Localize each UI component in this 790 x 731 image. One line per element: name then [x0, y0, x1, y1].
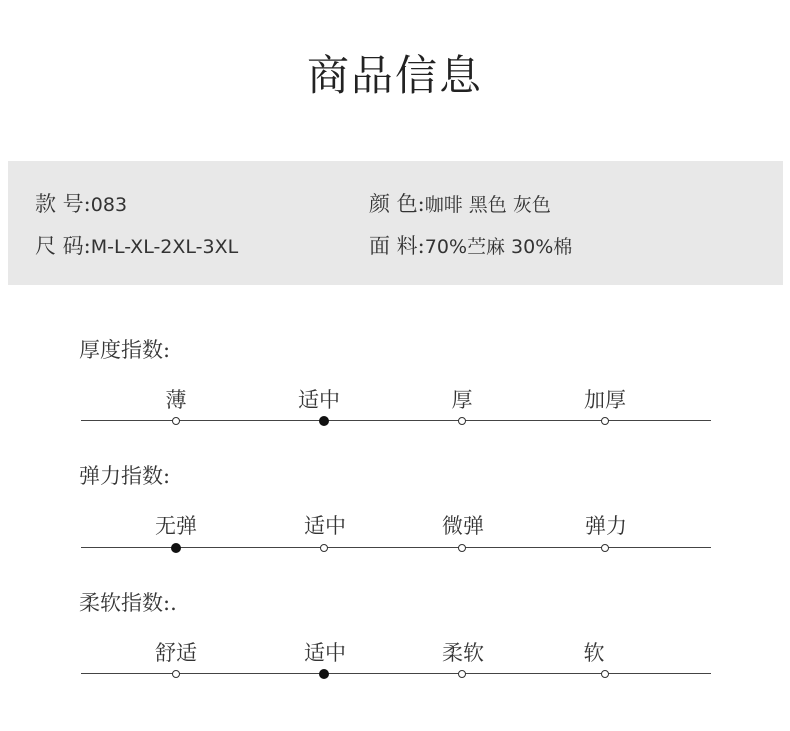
page-title: 商品信息 [306, 51, 483, 100]
elasticity-option-marker [320, 544, 328, 552]
thickness-option-marker [458, 417, 466, 425]
elasticity-option-marker [171, 543, 181, 553]
softness-option-label: 软 [583, 641, 605, 665]
softness-scale-title: 柔软指数:. [79, 591, 177, 615]
elasticity-scale-title: 弹力指数: [79, 464, 171, 488]
softness-option-marker [458, 670, 466, 678]
elasticity-option-label: 无弹 [155, 514, 197, 538]
color-label: 颜 色: [369, 192, 425, 216]
fabric-value: 70%苎麻 30%棉 [424, 236, 573, 258]
softness-option-marker [172, 670, 180, 678]
thickness-option-label: 适中 [298, 388, 340, 412]
thickness-option-marker [319, 416, 329, 426]
elasticity-option-label: 微弹 [442, 514, 484, 538]
elasticity-option-label: 弹力 [585, 514, 627, 538]
size-value: M-L-XL-2XL-3XL [90, 236, 239, 258]
thickness-option-marker [172, 417, 180, 425]
elasticity-option-marker [458, 544, 466, 552]
elasticity-option-label: 适中 [304, 514, 346, 538]
fabric-info [369, 231, 572, 262]
thickness-scale-title: 厚度指数: [79, 338, 171, 362]
softness-option-label: 柔软 [442, 641, 484, 665]
style-number-label: 款 号: [35, 192, 91, 216]
thickness-option-label: 加厚 [584, 388, 626, 412]
thickness-option-label: 厚 [451, 388, 473, 412]
color-info [369, 189, 551, 220]
size-label: 尺 码: [35, 234, 91, 258]
style-number-value: 083 [90, 194, 128, 216]
color-value: 咖啡 黑色 灰色 [424, 194, 551, 216]
softness-option-label: 适中 [304, 641, 346, 665]
style-number [35, 189, 127, 220]
softness-option-marker [319, 669, 329, 679]
thickness-option-marker [601, 417, 609, 425]
elasticity-option-marker [601, 544, 609, 552]
fabric-label: 面 料: [369, 234, 425, 258]
softness-option-marker [601, 670, 609, 678]
product-info-box [8, 161, 783, 285]
size-info [35, 231, 238, 262]
softness-option-label: 舒适 [155, 641, 197, 665]
thickness-option-label: 薄 [165, 388, 187, 412]
